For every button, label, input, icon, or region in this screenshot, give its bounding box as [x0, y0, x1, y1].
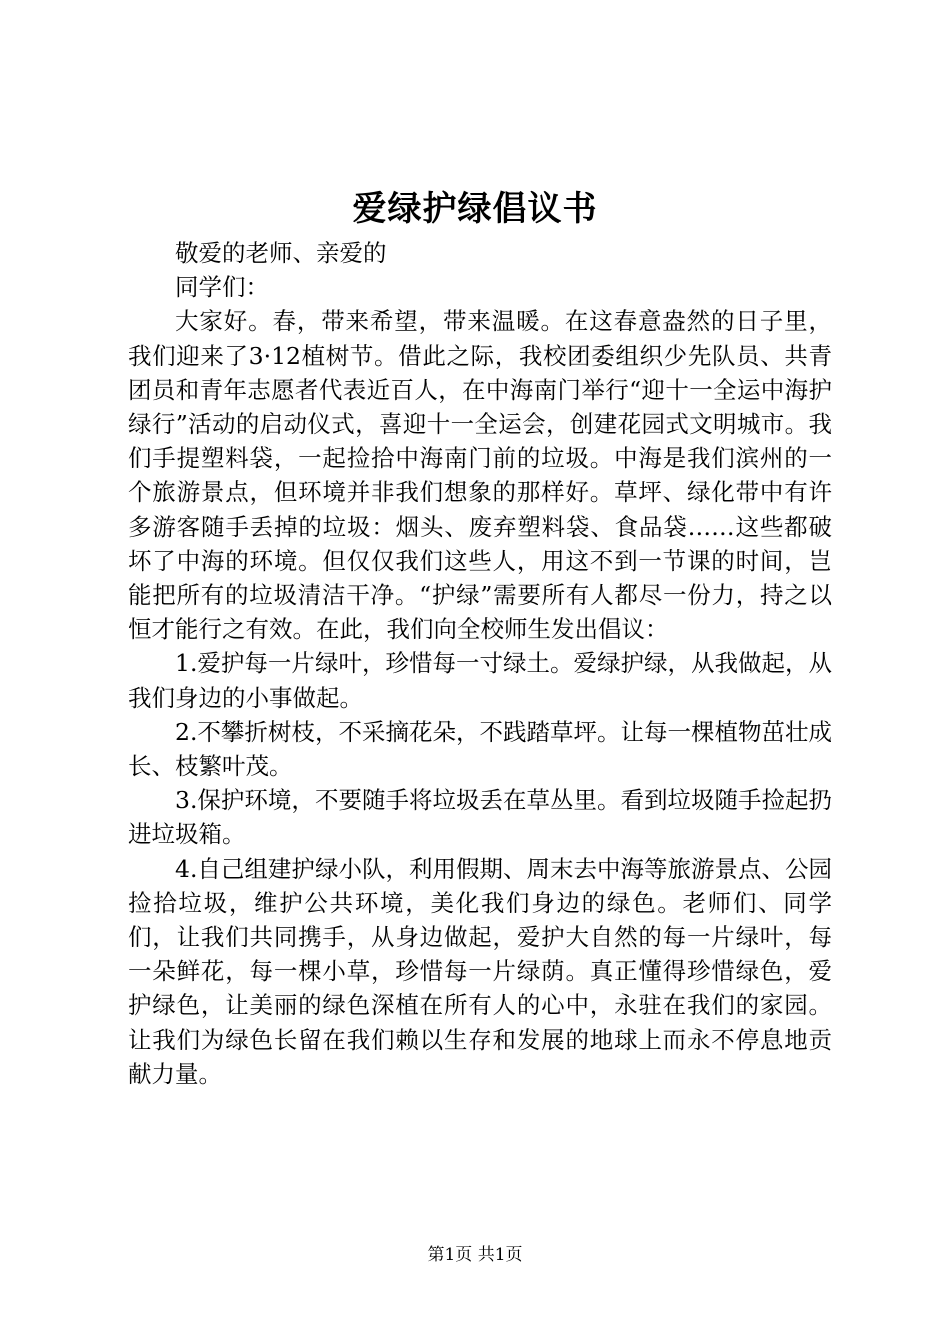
- proposal-item-3: 3.保护环境，不要随手将垃圾丢在草丛里。看到垃圾随手捡起扔进垃圾箱。: [128, 786, 832, 849]
- salutation-line-2: 同学们：: [175, 273, 269, 302]
- page-footer: 第1页 共1页: [427, 1245, 523, 1265]
- proposal-item-1: 1.爱护每一片绿叶，珍惜每一寸绿土。爱绿护绿，从我做起，从我们身边的小事做起。: [128, 649, 832, 712]
- proposal-item-4: 4.自己组建护绿小队，利用假期、周末去中海等旅游景点、公园捡拾垃圾，维护公共环境，美化我们身边的绿色。老师们、同学们，让我们共同携手，从身边做起，爱护大自然的每一片绿叶，每一朵鲜花，每一棵小草，珍惜每一片绿荫。真正懂得珍惜绿色，爱护绿色，让美丽的绿色深植在所有人的心中，永驻在我们的家园。让我们为绿色长留在我们赖以生存和发展的地球上而永不停息地贡献力量。: [128, 854, 832, 1088]
- proposal-item-2: 2.不攀折树枝，不采摘花朵，不践踏草坪。让每一棵植物茁壮成长、枝繁叶茂。: [128, 717, 832, 781]
- document-title: 爱绿护绿倡议书: [352, 189, 598, 229]
- document-body: [128, 236, 832, 1091]
- salutation-line-1: 敬爱的老师、亲爱的: [175, 239, 387, 267]
- body-paragraph: 大家好。春，带来希望，带来温暖。在这春意盎然的日子里，我们迎来了3·12植树节。借此之际，我校团委组织少先队员、共青团员和青年志愿者代表近百人，在中海南门举行“迎十一全运中海护绿行”活动的启动仪式，喜迎十一全运会，创建花园式文明城市。我们手提塑料袋，一起捡拾中海南门前的垃圾。中海是我们滨州的一个旅游景点，但环境并非我们想象的那样好。草坪、绿化带中有许多游客随手丢掉的垃圾：烟头、废弃塑料袋、食品袋……这些都破坏了中海的环境。但仅仅我们这些人，用这不到一节课的时间，岂能把所有的垃圾清洁干净。“护绿”需要所有人都尽一份力，持之以恒才能行之有效。在此，我们向全校师生发出倡议：: [128, 307, 832, 644]
